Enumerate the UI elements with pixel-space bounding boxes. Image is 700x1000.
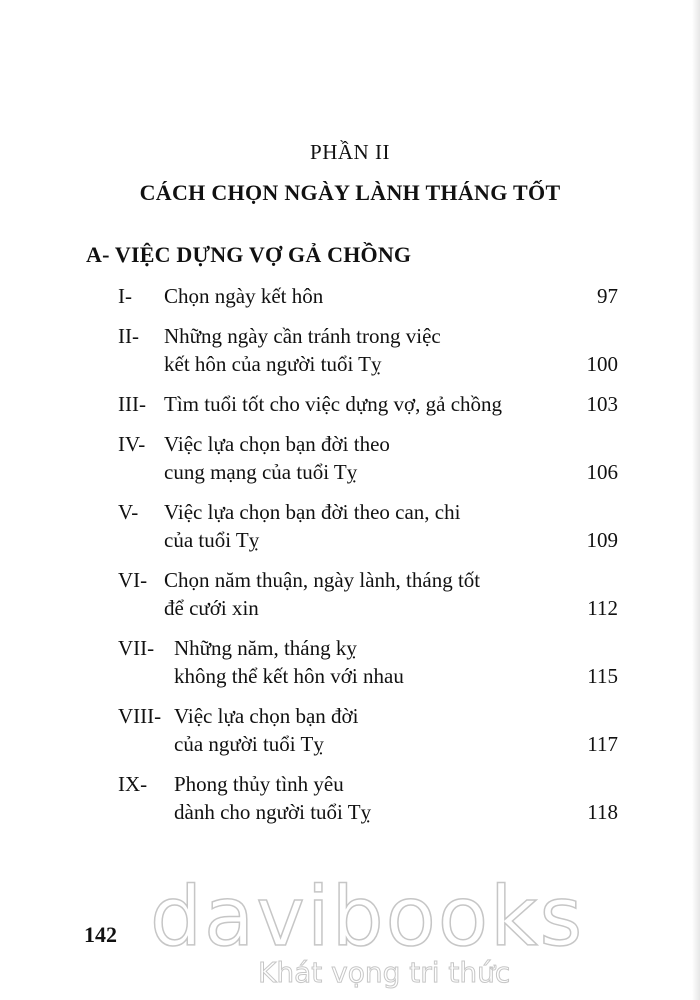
part-title: CÁCH CHỌN NGÀY LÀNH THÁNG TỐT [139, 180, 561, 205]
toc-entry-title: Phong thủy tình yêu dành cho người tuổi Tỵ [174, 772, 372, 824]
part-label: PHẦN II [310, 140, 390, 164]
toc-entry-page: 115 [587, 664, 618, 688]
toc-entry-title: Việc lựa chọn bạn đời theo cung mạng của tuổi Tỵ [164, 432, 390, 484]
toc-entry-page: 112 [587, 596, 618, 620]
watermark-slogan: Khát vọng tri thức [258, 956, 511, 989]
toc-entry-title: Việc lựa chọn bạn đời theo can, chi của tuổi Tỵ [164, 500, 461, 552]
toc-entry-page: 100 [586, 352, 618, 376]
toc-entry-1 [118, 282, 618, 310]
page-number: 142 [84, 922, 117, 947]
toc-entry-page: 97 [597, 284, 618, 308]
toc-entry-7 [118, 634, 618, 690]
toc-entry-number: IV- [118, 432, 146, 456]
toc-entry-number: V- [118, 500, 139, 524]
toc-entry-number: VII- [118, 636, 155, 660]
watermark [150, 870, 585, 1000]
toc-entry-title: Chọn năm thuận, ngày lành, tháng tốt để cưới xin [164, 568, 481, 620]
toc-entry-3 [118, 390, 618, 418]
toc-entry-page: 103 [586, 392, 618, 416]
toc-entry-4 [118, 430, 618, 486]
toc-entry-title: Những ngày cần tránh trong việc kết hôn của người tuổi Tỵ [164, 324, 441, 376]
toc-entry-title: Tìm tuổi tốt cho việc dựng vợ, gả chồng [164, 392, 503, 416]
toc-entry-page: 117 [587, 732, 618, 756]
toc-entry-8 [118, 702, 618, 758]
toc-entry-page: 118 [587, 800, 618, 824]
toc-entry-5 [118, 498, 618, 554]
toc-entry-title: Việc lựa chọn bạn đời của người tuổi Tỵ [174, 704, 359, 756]
toc-entry-number: I- [118, 284, 132, 308]
toc-entry-number: III- [118, 392, 146, 416]
toc-entry-2 [118, 322, 618, 378]
toc-entry-number: VI- [118, 568, 148, 592]
toc-entry-number: II- [118, 324, 139, 348]
watermark-brand: davibooks [150, 870, 585, 965]
toc-entry-title: Những năm, tháng kỵ không thể kết hôn với nhau [174, 636, 404, 688]
toc-entry-number: IX- [118, 772, 148, 796]
toc-entry-page: 109 [586, 528, 618, 552]
table-of-contents [118, 282, 618, 838]
toc-entry-page: 106 [586, 460, 618, 484]
toc-entry-title: Chọn ngày kết hôn [164, 284, 324, 308]
section-title: A- VIỆC DỰNG VỢ GẢ CHỒNG [86, 242, 412, 267]
toc-entry-9 [118, 770, 618, 826]
toc-entry-6 [118, 566, 618, 622]
toc-entry-number: VIII- [118, 704, 162, 728]
